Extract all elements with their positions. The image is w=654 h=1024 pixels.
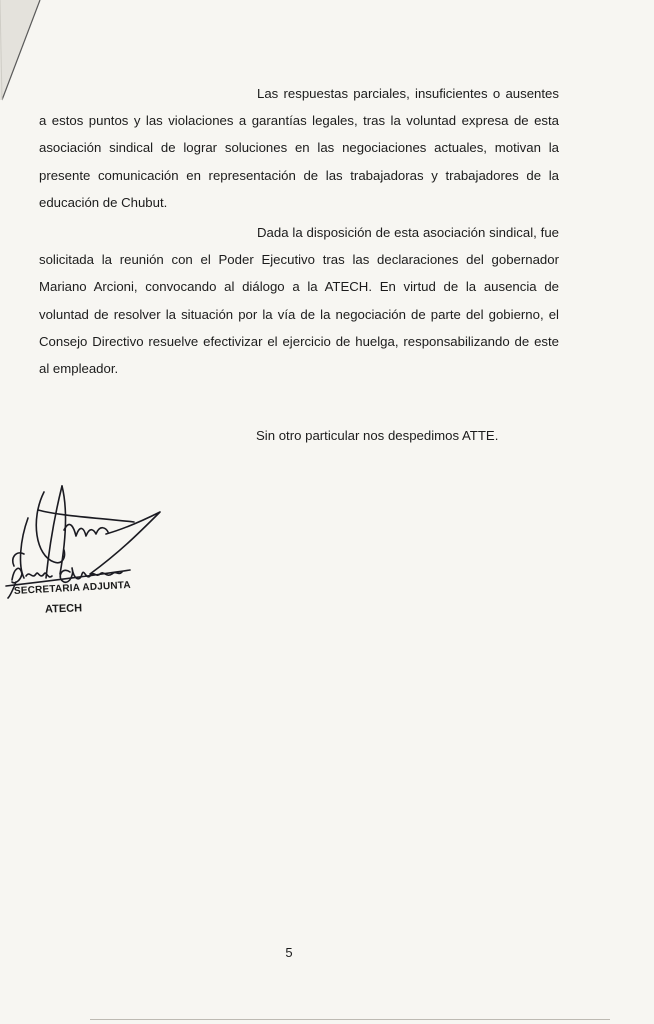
page-number-text: 5 [285, 945, 293, 960]
signature-title: SECRETARIA ADJUNTA [13, 579, 132, 597]
closing-line: Sin otro particular nos despedimos ATTE. [256, 428, 499, 443]
handwritten-signature [0, 470, 170, 630]
paragraph-2: Dada la disposición de esta asociación sindical, fue solicitada la reunión con el Poder Ejecutivo tras las declaraciones del gobernador Mariano Arcioni, convocando al diálogo a la ATECH. En virtud de la ausencia de voluntad de resolver la situación por la vía de la negociación de parte del gobierno, el Consejo Directivo resuelve efectivizar el ejercicio de huelga, responsabilizando de este al empleador. [39, 225, 559, 377]
signature-organization: ATECH [44, 602, 83, 616]
page-number [0, 945, 654, 960]
paragraph-1: Las respuestas parciales, insuficientes o ausentes a estos puntos y las violaciones a garantías legales, tras la voluntad expresa de esta asociación sindical de lograr soluciones en las negociaciones actuales, motivan la presente comunicación en representación de las trabajadoras y trabajadores de la educación de Chubut. [39, 86, 559, 210]
scan-bottom-edge [90, 1019, 610, 1020]
